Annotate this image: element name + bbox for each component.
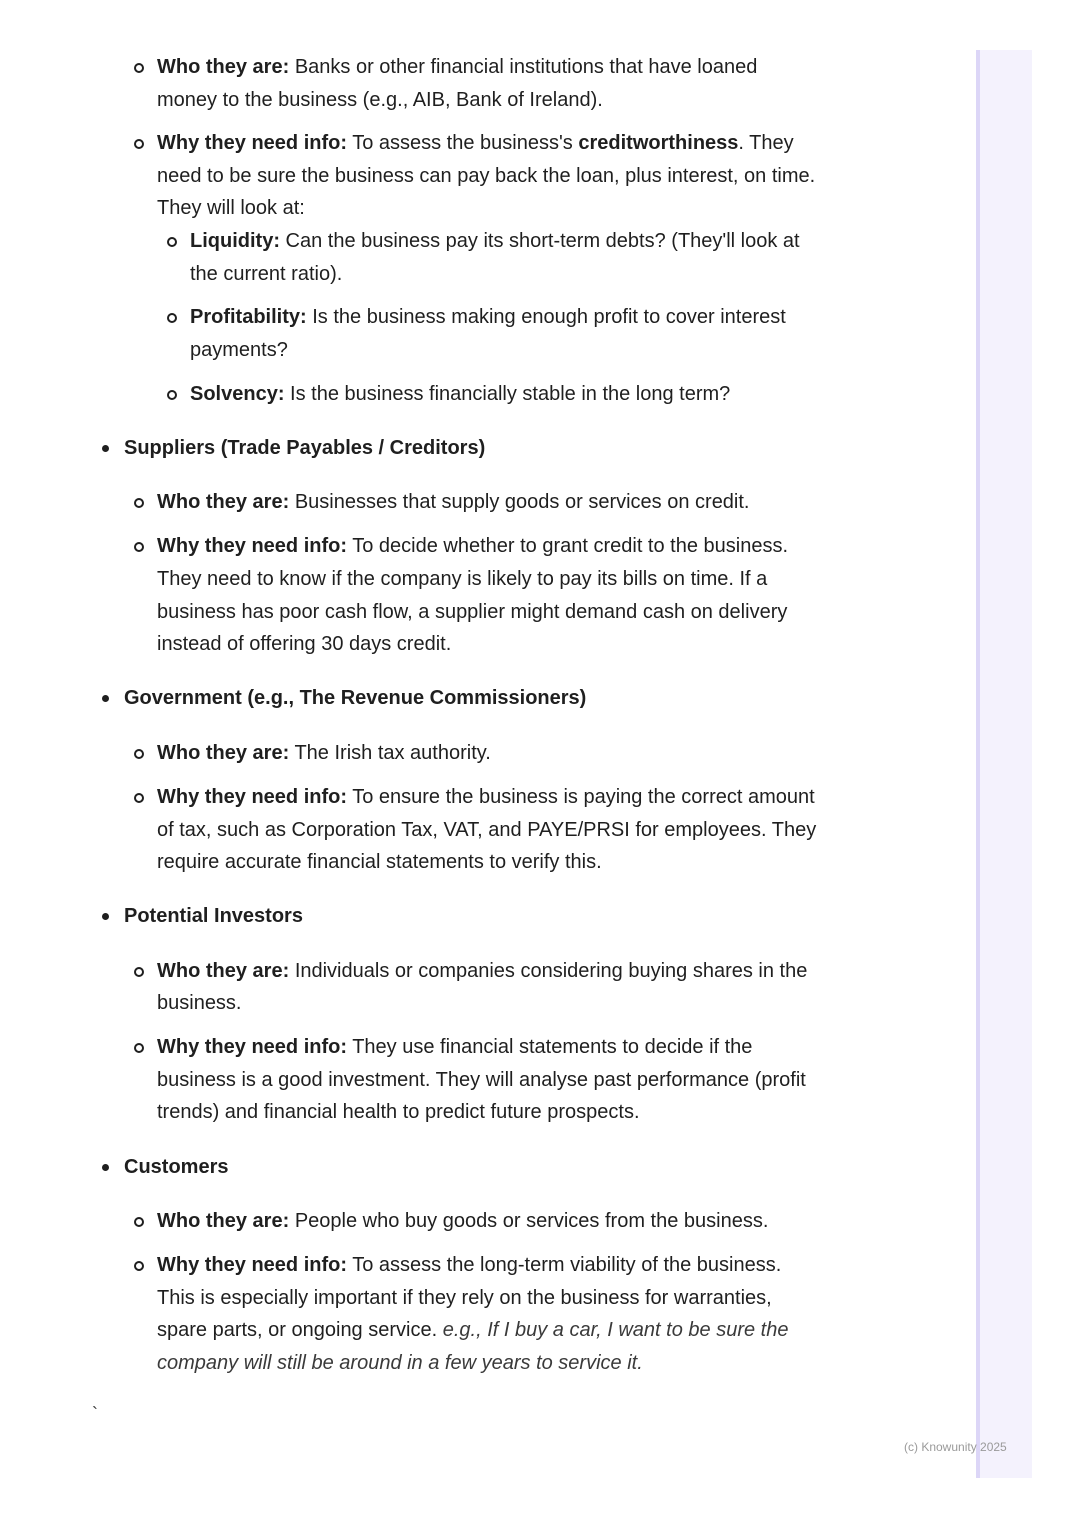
- sub-bullet-circle: [134, 793, 144, 803]
- suppliers-why-line-1: [157, 530, 788, 563]
- sub-sub-bullet-circle: [167, 313, 177, 323]
- customers-heading: Customers: [124, 1156, 229, 1178]
- investors-why-line-3: trends) and financial health to predict future prospects.: [157, 1101, 640, 1123]
- profitability-line-1: [190, 301, 786, 334]
- government-heading: Government (e.g., The Revenue Commissioners): [124, 687, 587, 709]
- why-label: Why they need info:: [157, 1254, 347, 1276]
- who-label: Who they are:: [157, 1210, 290, 1232]
- why-label: Why they need info:: [157, 786, 347, 808]
- who-label: Who they are:: [157, 491, 290, 513]
- investors-why-line-2: business is a good investment. They will analyse past performance (profit: [157, 1069, 806, 1091]
- stray-mark: `: [92, 1404, 98, 1424]
- who-label: Who they are:: [157, 742, 290, 764]
- creditors-why-line-1: [157, 127, 794, 160]
- sub-bullet-circle: [134, 749, 144, 759]
- suppliers-why-line-4: instead of offering 30 days credit.: [157, 633, 452, 655]
- customers-why-text-3a: spare parts, or ongoing service.: [157, 1319, 438, 1341]
- government-who-text: The Irish tax authority.: [294, 742, 491, 764]
- sub-sub-bullet-circle: [167, 237, 177, 247]
- solvency-text: Is the business financially stable in the long term?: [290, 383, 731, 405]
- government-who-line: [157, 737, 491, 770]
- who-label: Who they are:: [157, 56, 290, 78]
- investors-who-line-2: business.: [157, 992, 242, 1014]
- why-label: Why they need info:: [157, 1036, 347, 1058]
- sub-sub-bullet-circle: [167, 390, 177, 400]
- bullet-disc: [102, 1164, 109, 1171]
- creditors-why-text-1a: To assess the business's: [352, 132, 573, 154]
- suppliers-why-line-2: They need to know if the company is likely to pay its bills on time. If a: [157, 568, 768, 590]
- sub-bullet-circle: [134, 139, 144, 149]
- profitability-label: Profitability:: [190, 306, 307, 328]
- government-why-line-2: of tax, such as Corporation Tax, VAT, and PAYE/PRSI for employees. They: [157, 819, 817, 841]
- example-text-continued: company will still be around in a few years to service it.: [157, 1352, 643, 1374]
- solvency-label: Solvency:: [190, 383, 285, 405]
- suppliers-heading: Suppliers (Trade Payables / Creditors): [124, 437, 486, 459]
- creditors-why-line-3: They will look at:: [157, 197, 305, 219]
- why-label: Why they need info:: [157, 132, 347, 154]
- customers-who-text: People who buy goods or services from the business.: [294, 1210, 769, 1232]
- example-text: e.g., If I buy a car, I want to be sure the: [442, 1319, 789, 1341]
- customers-who-line: [157, 1205, 768, 1238]
- liquidity-line-2: the current ratio).: [190, 263, 343, 285]
- investors-why-line-1: [157, 1031, 752, 1064]
- sub-bullet-circle: [134, 63, 144, 73]
- government-why-text-1: To ensure the business is paying the correct amount: [352, 786, 815, 808]
- customers-why-line-2: This is especially important if they rely on the business for warranties,: [157, 1287, 772, 1309]
- side-panel: [976, 50, 1032, 1478]
- sub-bullet-circle: [134, 1217, 144, 1227]
- sub-bullet-circle: [134, 1261, 144, 1271]
- profitability-text-1: Is the business making enough profit to cover interest: [312, 306, 786, 328]
- sub-bullet-circle: [134, 498, 144, 508]
- sub-bullet-circle: [134, 542, 144, 552]
- sub-bullet-circle: [134, 967, 144, 977]
- customers-why-line-1: [157, 1249, 781, 1282]
- customers-why-line-3: [157, 1314, 788, 1347]
- bullet-disc: [102, 695, 109, 702]
- suppliers-why-text-1: To decide whether to grant credit to the business.: [352, 535, 789, 557]
- bullet-disc: [102, 913, 109, 920]
- suppliers-why-line-3: business has poor cash flow, a supplier might demand cash on delivery: [157, 601, 788, 623]
- who-label: Who they are:: [157, 960, 290, 982]
- creditors-why-line-2: need to be sure the business can pay back the loan, plus interest, on time.: [157, 165, 816, 187]
- suppliers-who-line: [157, 486, 750, 519]
- sub-bullet-circle: [134, 1043, 144, 1053]
- creditors-who-line-2: money to the business (e.g., AIB, Bank of Ireland).: [157, 89, 603, 111]
- liquidity-label: Liquidity:: [190, 230, 280, 252]
- investors-heading: Potential Investors: [124, 905, 303, 927]
- liquidity-text-1: Can the business pay its short-term debts? (They'll look at: [285, 230, 800, 252]
- investors-who-text-1: Individuals or companies considering buying shares in the: [294, 960, 808, 982]
- creditors-why-text-1c: . They: [738, 132, 794, 154]
- why-label: Why they need info:: [157, 535, 347, 557]
- liquidity-line-1: [190, 225, 800, 258]
- creditors-who-line-1: [157, 51, 757, 84]
- government-why-line-1: [157, 781, 815, 814]
- solvency-line: [190, 378, 730, 411]
- customers-why-text-1: To assess the long-term viability of the business.: [352, 1254, 782, 1276]
- investors-why-text-1: They use financial statements to decide if the: [352, 1036, 753, 1058]
- government-why-line-3: require accurate financial statements to verify this.: [157, 851, 602, 873]
- investors-who-line-1: [157, 955, 807, 988]
- bullet-disc: [102, 445, 109, 452]
- copyright-notice: (c) Knowunity 2025: [904, 1440, 1007, 1454]
- creditors-who-text-1: Banks or other financial institutions that have loaned: [294, 56, 758, 78]
- profitability-line-2: payments?: [190, 339, 288, 361]
- suppliers-who-text: Businesses that supply goods or services on credit.: [294, 491, 750, 513]
- creditworthiness-term: creditworthiness: [578, 132, 739, 154]
